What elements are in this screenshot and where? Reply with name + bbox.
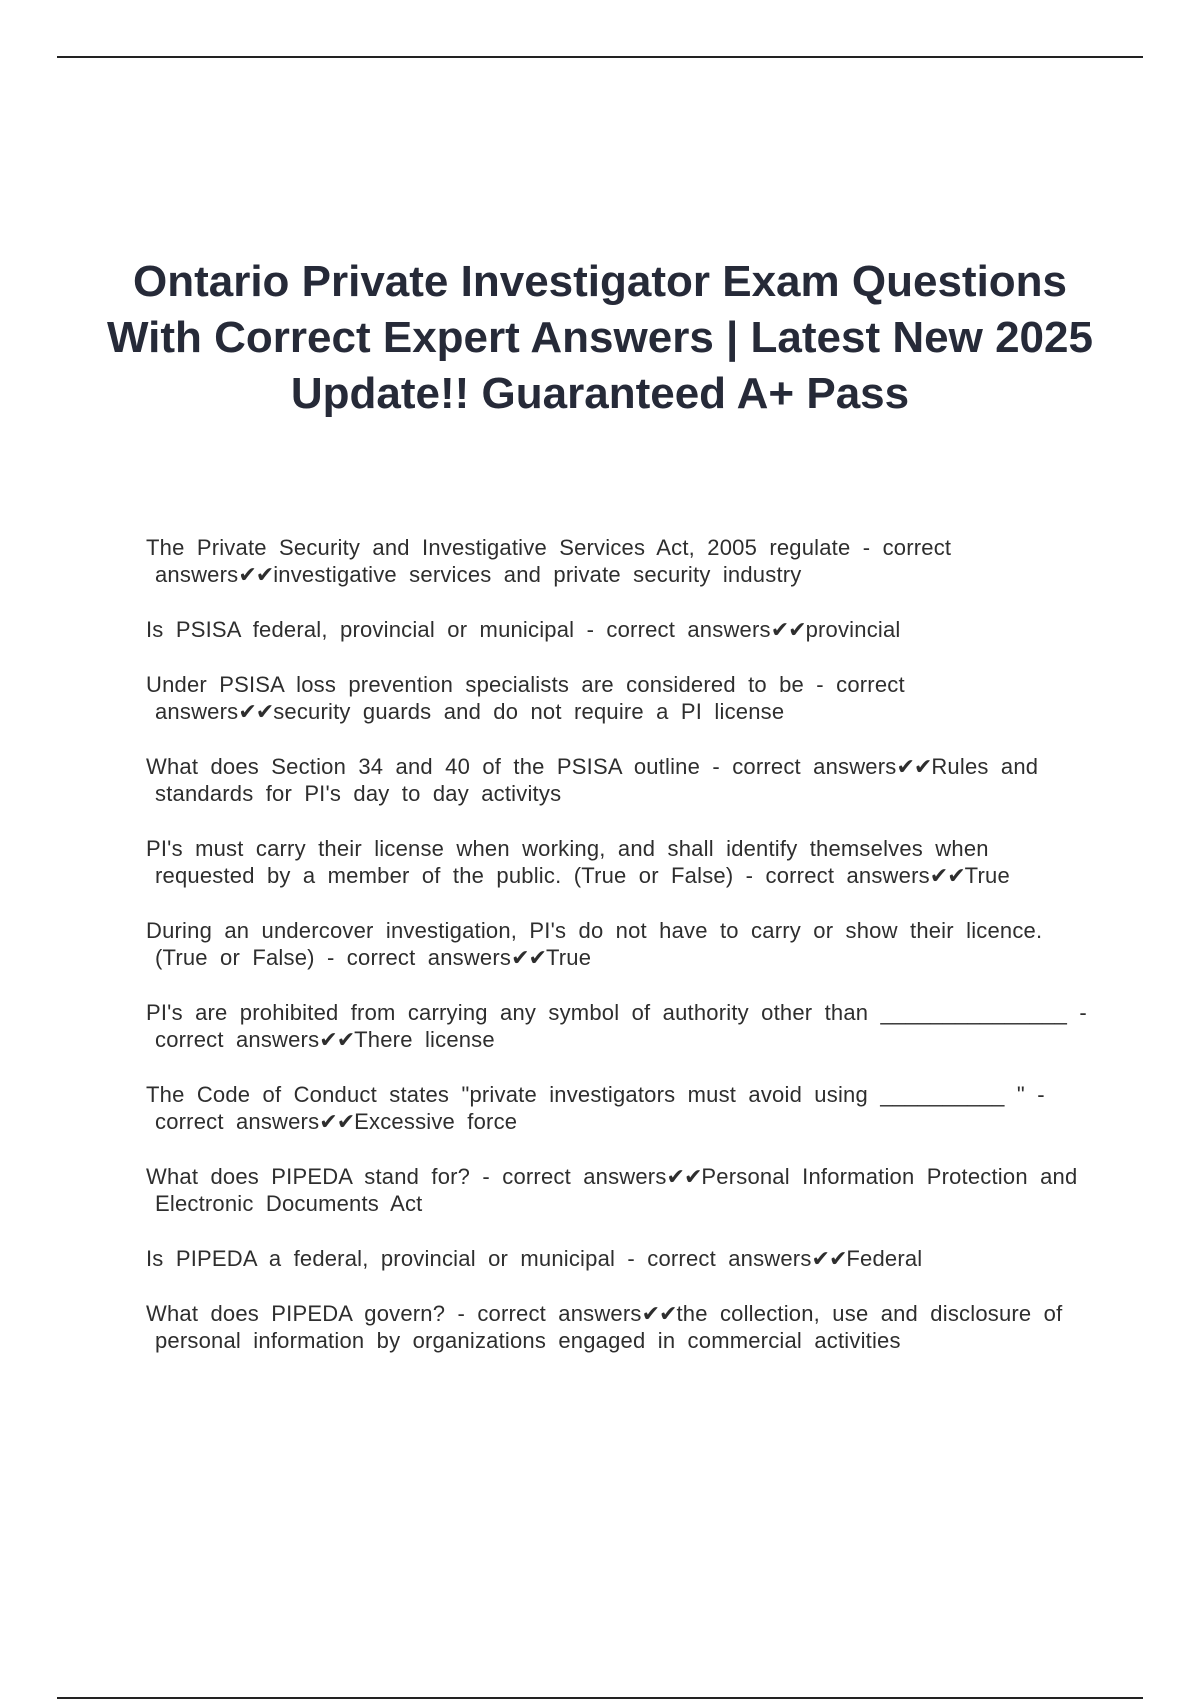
answer-text: True bbox=[964, 863, 1010, 888]
check-marks-icon: ✔✔ bbox=[929, 863, 965, 888]
qa-item bbox=[146, 1245, 1096, 1272]
question-text: The Private Security and Investigative Services Act, 2005 regulate - correct answers bbox=[146, 535, 952, 587]
qa-item bbox=[146, 534, 1096, 588]
answer-text: Personal Information Protection and Electronic Documents Act bbox=[155, 1164, 1078, 1216]
check-marks-icon: ✔✔ bbox=[896, 754, 932, 779]
check-marks-icon: ✔✔ bbox=[238, 562, 274, 587]
footer-rule bbox=[57, 1697, 1143, 1699]
question-text: PI's are prohibited from carrying any symbol of authority other than _______________ - correct answers bbox=[146, 1000, 1087, 1052]
qa-item bbox=[146, 616, 1096, 643]
answer-text: security guards and do not require a PI license bbox=[273, 699, 785, 724]
qa-item bbox=[146, 835, 1096, 889]
question-text: PI's must carry their license when working, and shall identify themselves when requested by a member of the public. (True or False) - correct answers bbox=[146, 836, 989, 888]
qa-item bbox=[146, 1163, 1096, 1217]
question-text: Is PSISA federal, provincial or municipal - correct answers bbox=[146, 617, 771, 642]
qa-item bbox=[146, 999, 1096, 1053]
check-marks-icon: ✔✔ bbox=[770, 617, 806, 642]
document-title: Ontario Private Investigator Exam Questions With Correct Expert Answers | Latest New 2025 Update!! Guaranteed A+ Pass bbox=[107, 257, 1093, 418]
answer-text: provincial bbox=[805, 617, 901, 642]
question-text: Under PSISA loss prevention specialists are considered to be - correct answers bbox=[146, 672, 905, 724]
answer-text: Excessive force bbox=[354, 1109, 518, 1134]
answer-text: There license bbox=[354, 1027, 495, 1052]
answer-text: True bbox=[545, 945, 592, 970]
qa-item bbox=[146, 753, 1096, 807]
question-text: During an undercover investigation, PI's do not have to carry or show their licence. (True or False) - correct answers bbox=[146, 918, 1043, 970]
answer-text: Federal bbox=[846, 1246, 923, 1271]
check-marks-icon: ✔✔ bbox=[319, 1027, 355, 1052]
check-marks-icon: ✔✔ bbox=[666, 1164, 702, 1189]
question-text: What does Section 34 and 40 of the PSISA outline - correct answers bbox=[146, 754, 897, 779]
question-text: Is PIPEDA a federal, provincial or municipal - correct answers bbox=[146, 1246, 812, 1271]
answer-text: the collection, use and disclosure of personal information by organizations engaged in commercial activities bbox=[155, 1301, 1063, 1353]
answer-text: investigative services and private security industry bbox=[273, 562, 802, 587]
check-marks-icon: ✔✔ bbox=[811, 1246, 847, 1271]
qa-item bbox=[146, 671, 1096, 725]
check-marks-icon: ✔✔ bbox=[319, 1109, 355, 1134]
qa-item bbox=[146, 1081, 1096, 1135]
answer-text: Rules and standards for PI's day to day activitys bbox=[155, 754, 1039, 806]
qa-item bbox=[146, 1300, 1096, 1354]
check-marks-icon: ✔✔ bbox=[238, 699, 274, 724]
check-marks-icon: ✔✔ bbox=[511, 945, 546, 970]
question-text: The Code of Conduct states "private investigators must avoid using __________ " - correct answers bbox=[146, 1082, 1045, 1134]
check-marks-icon: ✔✔ bbox=[641, 1301, 677, 1326]
qa-list bbox=[146, 534, 1096, 1382]
question-text: What does PIPEDA stand for? - correct answers bbox=[146, 1164, 667, 1189]
qa-item bbox=[146, 917, 1096, 971]
header-rule bbox=[57, 56, 1143, 58]
question-text: What does PIPEDA govern? - correct answers bbox=[146, 1301, 642, 1326]
